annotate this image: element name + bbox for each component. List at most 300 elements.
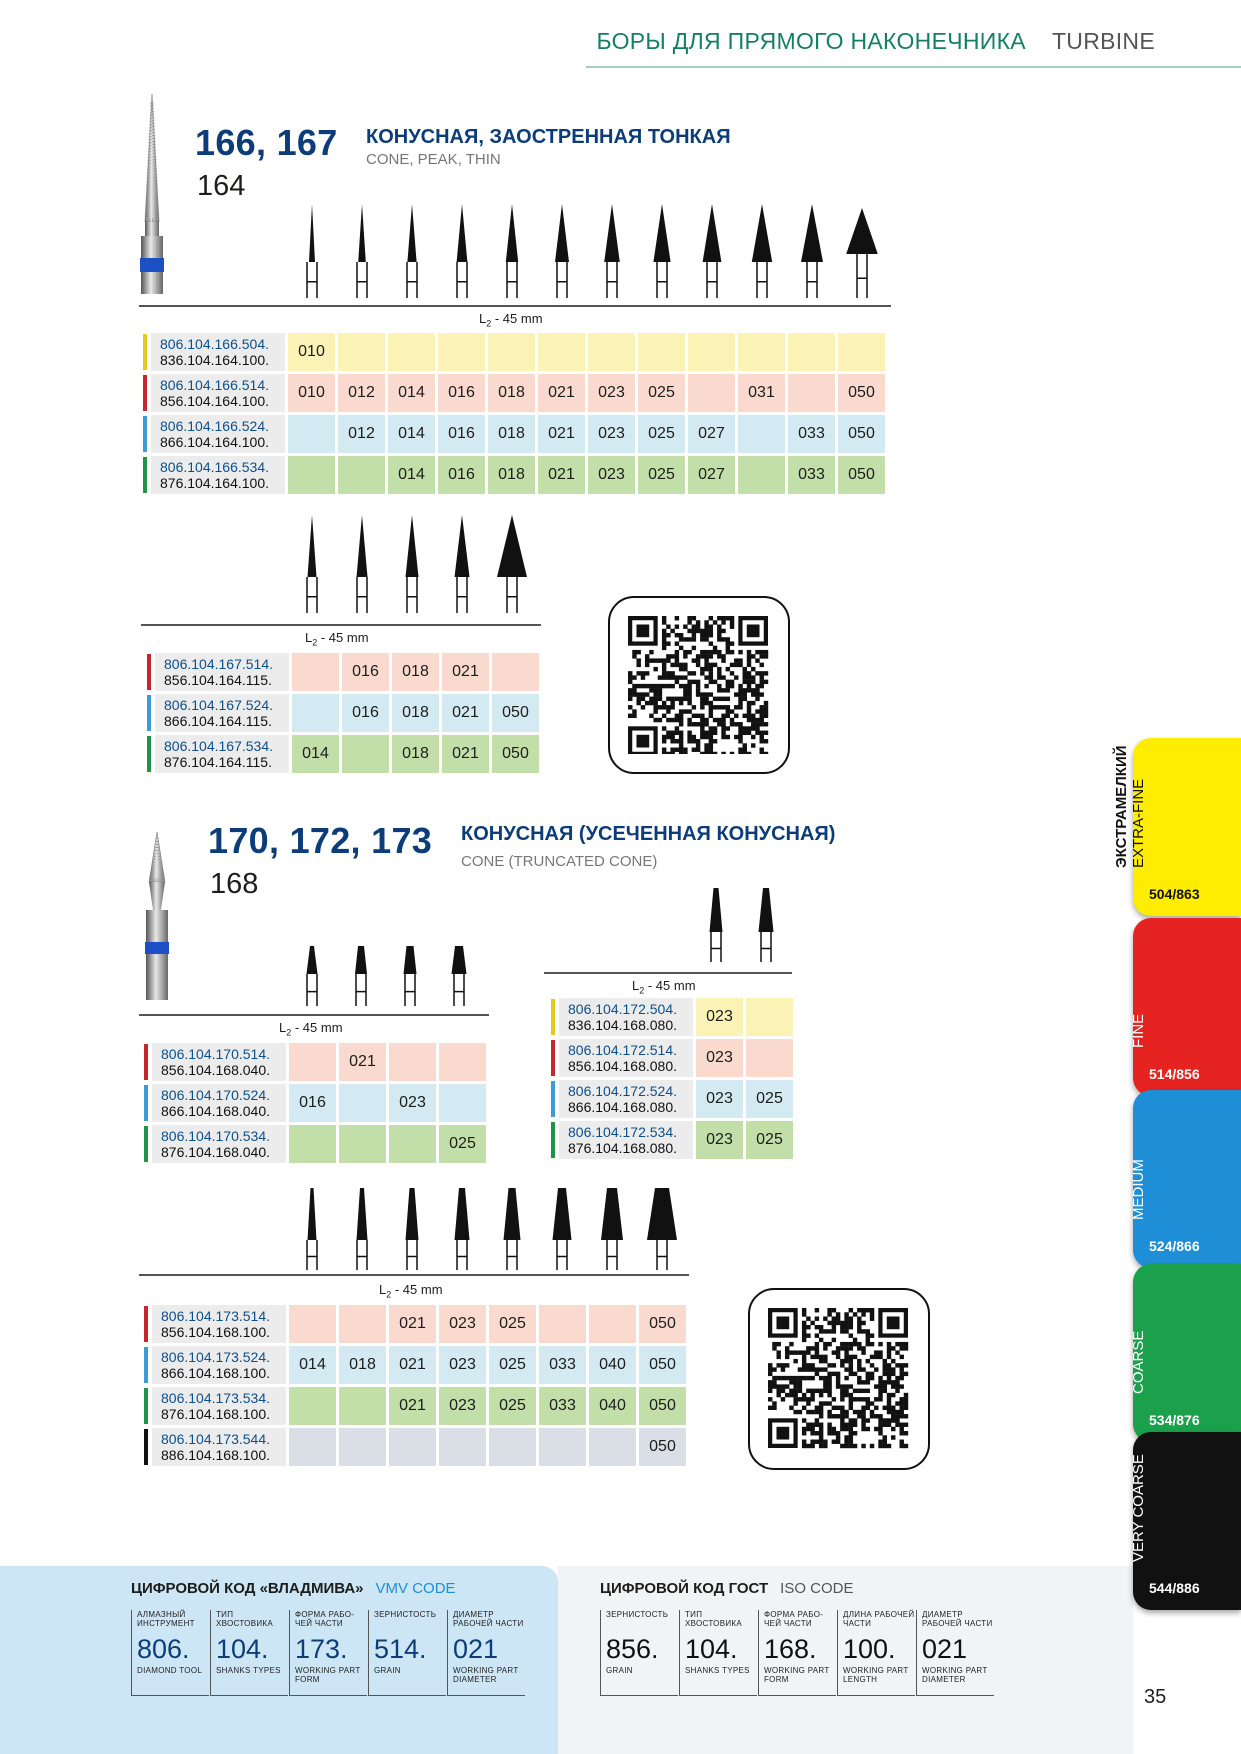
size-cell: 018	[392, 653, 439, 691]
size-cell: 050	[639, 1305, 686, 1343]
tab-en: EXTRA-FINE	[1130, 778, 1147, 868]
size-cell	[339, 1125, 386, 1163]
bur-drawing-icon	[555, 204, 569, 298]
section1-main-codes: 166, 167	[195, 122, 338, 163]
table-row	[152, 1125, 486, 1163]
code-part-bot: WORKING PART LENGTH	[843, 1666, 909, 1684]
code-part-big: 100.	[843, 1634, 896, 1664]
vmv-code-legend	[0, 1566, 558, 1754]
size-cell	[688, 333, 735, 371]
tab-ru: ЭКСТРАМЕЛКИЙ	[1113, 745, 1130, 868]
vmv-code: 806.104.173.514.	[161, 1308, 270, 1324]
iso-code: 876.104.164.100.	[160, 475, 269, 491]
code-part	[368, 1610, 446, 1696]
size-cell: 023	[439, 1305, 486, 1343]
grain-tab-label	[1113, 738, 1147, 868]
size-cell: 012	[338, 374, 385, 412]
size-cell	[738, 456, 785, 494]
vmv-code: 806.104.167.514.	[164, 656, 273, 672]
iso-code: 856.104.164.115.	[164, 672, 272, 688]
qr-code[interactable]	[748, 1288, 930, 1470]
length-line	[544, 972, 792, 974]
product-code	[152, 1428, 286, 1466]
size-cell	[338, 333, 385, 371]
table-row	[559, 998, 793, 1036]
size-cell	[289, 1387, 336, 1425]
table-row	[559, 1080, 793, 1118]
vmv-code: 806.104.172.534.	[568, 1124, 677, 1140]
size-cell	[738, 415, 785, 453]
bur-drawing-icon	[653, 204, 670, 298]
size-cell: 023	[588, 374, 635, 412]
table-row	[151, 333, 885, 371]
grain-tab-number: 544/886	[1149, 1580, 1200, 1596]
size-cell	[638, 333, 685, 371]
grain-tab[interactable]	[1113, 1090, 1241, 1268]
size-cell: 021	[538, 456, 585, 494]
length-label: $L_2 - 45$ mm	[632, 978, 696, 996]
iso-code: 856.104.168.080.	[568, 1058, 677, 1074]
section2-alt-code: 168	[210, 868, 259, 900]
size-cell: 023	[439, 1387, 486, 1425]
size-cell: 023	[439, 1346, 486, 1384]
size-cell: 025	[638, 374, 685, 412]
bur-drawing-icon	[357, 1188, 368, 1270]
iso-code: 866.104.164.100.	[160, 434, 269, 450]
section2-name: КОНУСНАЯ (УСЕЧЕННАЯ КОНУСНАЯ)	[461, 823, 836, 845]
code-part	[679, 1610, 757, 1696]
bur-drawing-icon	[647, 1188, 677, 1270]
table-row	[151, 415, 885, 453]
code-part-top: ДЛИНА РАБОЧЕЙ ЧАСТИ	[843, 1610, 915, 1628]
vmv-code: 806.104.166.514.	[160, 377, 269, 393]
code-part-top: ЗЕРНИСТОСТЬ	[374, 1610, 437, 1619]
bur-drawing-icon	[504, 1188, 521, 1270]
product-code	[152, 1125, 286, 1163]
table-row	[152, 1043, 486, 1081]
product-code	[155, 653, 289, 691]
bur-drawing-icon	[752, 204, 772, 298]
table-row	[559, 1039, 793, 1077]
size-cell: 023	[588, 456, 635, 494]
size-cell: 027	[688, 456, 735, 494]
section2-main-codes: 170, 172, 173	[208, 820, 433, 861]
size-cell: 040	[589, 1387, 636, 1425]
vmv-code: 806.104.170.524.	[161, 1087, 270, 1103]
code-part	[289, 1610, 367, 1696]
size-cell: 016	[342, 694, 389, 732]
size-cell: 025	[638, 415, 685, 453]
tab-en: FINE	[1130, 1013, 1147, 1048]
size-cell: 014	[388, 415, 435, 453]
code-part-big: 514.	[374, 1634, 427, 1664]
size-cell	[292, 653, 339, 691]
page-number: 35	[1144, 1686, 1167, 1708]
iso-code: 876.104.168.080.	[568, 1140, 677, 1156]
product-code	[151, 333, 285, 371]
size-cell	[389, 1043, 436, 1081]
bur-drawing-icon	[601, 1188, 623, 1270]
size-cell	[488, 333, 535, 371]
code-part-top: АЛМАЗНЫЙ ИНСТРУМЕНТ	[137, 1610, 195, 1628]
iso-code: 856.104.168.040.	[161, 1062, 270, 1078]
tab-ru: ОЧЕНЬ ГРУБЫЙ	[1113, 1440, 1130, 1562]
table-row	[152, 1346, 686, 1384]
length-line	[141, 624, 541, 626]
size-cell: 010	[288, 333, 335, 371]
size-cell: 025	[439, 1125, 486, 1163]
iso-code: 866.104.168.040.	[161, 1103, 270, 1119]
iso-code: 836.104.164.100.	[160, 352, 269, 368]
tab-en: COARSE	[1130, 1330, 1147, 1394]
code-part-big: 021	[922, 1634, 968, 1664]
code-part-big: 173.	[295, 1634, 348, 1664]
size-cell	[289, 1125, 336, 1163]
code-part	[916, 1610, 994, 1696]
bur-drawing-icon	[406, 515, 419, 613]
size-cell	[489, 1428, 536, 1466]
product-code	[152, 1387, 286, 1425]
product-code	[151, 374, 285, 412]
product-code	[151, 456, 285, 494]
size-cell	[788, 374, 835, 412]
table-row	[152, 1428, 686, 1466]
size-cell: 033	[539, 1387, 586, 1425]
size-cell: 012	[338, 415, 385, 453]
size-cell: 031	[738, 374, 785, 412]
size-cell: 033	[788, 415, 835, 453]
grain-tab-number: 514/856	[1149, 1066, 1200, 1082]
size-cell: 014	[388, 374, 435, 412]
size-cell: 018	[339, 1346, 386, 1384]
size-cell: 014	[289, 1346, 336, 1384]
length-line	[139, 1274, 689, 1276]
qr-code-icon	[768, 1308, 910, 1450]
vmv-code: 806.104.172.504.	[568, 1001, 677, 1017]
bur-drawing-icon	[307, 946, 318, 1006]
iso-code: 886.104.168.100.	[161, 1447, 270, 1463]
product-code	[151, 415, 285, 453]
section1-name-en: CONE, PEAK, THIN	[366, 151, 501, 168]
code-part-top: ФОРМА РАБО- ЧЕЙ ЧАСТИ	[764, 1610, 824, 1628]
table-row	[155, 694, 539, 732]
size-cell	[339, 1428, 386, 1466]
size-cell	[289, 1305, 336, 1343]
size-cell	[288, 456, 335, 494]
code-part-bot: WORKING PART DIAMETER	[453, 1666, 519, 1684]
size-cell	[589, 1305, 636, 1343]
iso-code-legend	[558, 1566, 1133, 1754]
size-cell: 027	[688, 415, 735, 453]
iso-code: 866.104.164.115.	[164, 713, 272, 729]
product-code	[559, 1039, 693, 1077]
size-cell: 021	[538, 415, 585, 453]
code-part-bot: WORKING PART FORM	[764, 1666, 830, 1684]
bur-drawing-icon	[604, 204, 620, 298]
size-cell: 023	[696, 1121, 743, 1159]
code-part-bot: WORKING PART FORM	[295, 1666, 361, 1684]
bur-drawing-icon	[407, 204, 417, 298]
size-cell: 040	[589, 1346, 636, 1384]
bur-drawing-icon	[506, 204, 518, 298]
length-line	[139, 305, 891, 307]
bur-drawings-166	[282, 202, 892, 302]
bur-drawing-icon	[846, 208, 878, 298]
section2-name-en: CONE (TRUNCATED CONE)	[461, 853, 658, 870]
header-title: БОРЫ ДЛЯ ПРЯМОГО НАКОНЕЧНИКА	[596, 28, 1026, 54]
grain-tab-number: 534/876	[1149, 1412, 1200, 1428]
code-part-bot: SHANKS TYPES	[216, 1666, 281, 1675]
bur-drawing-icon	[710, 888, 723, 962]
code-part	[131, 1610, 209, 1696]
product-code	[559, 1121, 693, 1159]
size-table-170	[149, 1040, 489, 1166]
product-code	[152, 1043, 286, 1081]
code-part-top: ЗЕРНИСТОСТЬ	[606, 1610, 669, 1619]
size-cell: 033	[788, 456, 835, 494]
code-part-bot: SHANKS TYPES	[685, 1666, 750, 1675]
size-cell: 014	[388, 456, 435, 494]
vmv-code: 806.104.172.514.	[568, 1042, 677, 1058]
size-cell: 025	[638, 456, 685, 494]
size-cell	[538, 333, 585, 371]
size-cell: 025	[746, 1121, 793, 1159]
code-part-bot: WORKING PART DIAMETER	[922, 1666, 988, 1684]
size-table-173	[149, 1302, 689, 1469]
table-row	[155, 653, 539, 691]
table-row	[559, 1121, 793, 1159]
size-cell: 023	[696, 998, 743, 1036]
size-cell: 016	[438, 374, 485, 412]
size-cell	[389, 1125, 436, 1163]
size-cell: 025	[489, 1346, 536, 1384]
code-part-top: ТИП ХВОСТОВИКА	[216, 1610, 273, 1628]
bur-drawing-icon	[355, 946, 367, 1006]
code-part	[447, 1610, 525, 1696]
size-cell: 018	[392, 735, 439, 773]
bur-drawing-icon	[404, 946, 417, 1006]
vmv-code: 806.104.173.534.	[161, 1390, 270, 1406]
code-part-big: 806.	[137, 1634, 190, 1664]
code-part-big: 021	[453, 1634, 499, 1664]
vmv-code: 806.104.166.524.	[160, 418, 269, 434]
tab-en: VERY COARSE	[1130, 1454, 1147, 1562]
code-part	[210, 1610, 288, 1696]
size-table-172	[556, 995, 796, 1162]
size-cell	[588, 333, 635, 371]
size-cell	[438, 333, 485, 371]
iso-code: 856.104.168.100.	[161, 1324, 270, 1340]
code-part-top: ТИП ХВОСТОВИКА	[685, 1610, 742, 1628]
bur-drawing-icon	[455, 515, 470, 613]
grain-tab-number: 524/866	[1149, 1238, 1200, 1254]
grain-tab[interactable]	[1113, 1432, 1241, 1610]
size-cell	[342, 735, 389, 773]
bur-drawing-icon	[553, 1188, 572, 1270]
tab-en: MEDIUM	[1130, 1159, 1147, 1220]
vmv-code: 806.104.167.534.	[164, 738, 273, 754]
size-cell: 050	[492, 735, 539, 773]
code-part-top: ДИАМЕТР РАБОЧЕЙ ЧАСТИ	[453, 1610, 524, 1628]
size-cell: 018	[392, 694, 439, 732]
bur-drawing-icon	[703, 204, 722, 298]
size-cell	[338, 456, 385, 494]
grain-tab-label	[1113, 1432, 1147, 1562]
code-part-bot: DIAMOND TOOL	[137, 1666, 203, 1675]
length-label: $L_2 - 45$ mm	[479, 311, 543, 329]
size-cell: 023	[696, 1080, 743, 1118]
size-cell	[439, 1084, 486, 1122]
code-part-top: ДИАМЕТР РАБОЧЕЙ ЧАСТИ	[922, 1610, 993, 1628]
size-cell	[389, 1428, 436, 1466]
bur-drawing-icon	[307, 1188, 317, 1270]
size-cell: 050	[838, 415, 885, 453]
size-cell: 050	[639, 1387, 686, 1425]
size-cell	[439, 1428, 486, 1466]
size-cell: 050	[492, 694, 539, 732]
code-part	[758, 1610, 836, 1696]
table-row	[152, 1387, 686, 1425]
product-code	[155, 735, 289, 773]
length-line	[139, 1014, 489, 1016]
code-part-big: 168.	[764, 1634, 817, 1664]
size-cell	[539, 1428, 586, 1466]
table-row	[152, 1084, 486, 1122]
grain-tab[interactable]	[1113, 738, 1241, 916]
vmv-code: 806.104.173.524.	[161, 1349, 270, 1365]
tab-ru: СРЕДНИЙ	[1113, 1146, 1130, 1220]
size-cell: 023	[696, 1039, 743, 1077]
tab-ru: МЕЛКИЙ	[1113, 984, 1130, 1048]
qr-code[interactable]	[608, 596, 790, 774]
qr-code-icon	[628, 616, 770, 754]
size-cell	[292, 694, 339, 732]
length-label: $L_2 - 45$ mm	[379, 1282, 443, 1300]
code-part-bot: GRAIN	[374, 1666, 401, 1675]
table-row	[151, 374, 885, 412]
product-code	[152, 1305, 286, 1343]
size-cell: 025	[746, 1080, 793, 1118]
vmv-code: 806.104.166.534.	[160, 459, 269, 475]
size-cell: 021	[442, 694, 489, 732]
grain-tab[interactable]	[1113, 918, 1241, 1096]
iso-code: 866.104.168.080.	[568, 1099, 677, 1115]
iso-code: 876.104.168.040.	[161, 1144, 270, 1160]
iso-code: 876.104.168.100.	[161, 1406, 270, 1422]
size-cell	[738, 333, 785, 371]
bur-drawing-icon	[307, 204, 317, 298]
size-cell: 021	[389, 1346, 436, 1384]
tab-ru: ГРУБЫЙ	[1113, 1330, 1130, 1394]
product-code	[559, 1080, 693, 1118]
size-cell: 050	[639, 1346, 686, 1384]
bur-drawing-icon	[357, 204, 367, 298]
vmv-code: 806.104.166.504.	[160, 336, 269, 352]
size-cell	[339, 1305, 386, 1343]
code-part-big: 856.	[606, 1634, 659, 1664]
code-part-big: 104.	[685, 1634, 738, 1664]
code-part-big: 104.	[216, 1634, 269, 1664]
size-cell: 050	[838, 456, 885, 494]
vmv-code: 806.104.170.514.	[161, 1046, 270, 1062]
bur-drawing-icon	[452, 946, 467, 1006]
size-cell: 018	[488, 374, 535, 412]
size-cell: 021	[442, 735, 489, 773]
code-part-bot: GRAIN	[606, 1666, 633, 1675]
product-code	[152, 1084, 286, 1122]
bur-drawings-172	[686, 884, 806, 964]
bur-drawings-173	[282, 1186, 702, 1272]
iso-code: 836.104.168.080.	[568, 1017, 677, 1033]
size-cell	[288, 415, 335, 453]
page-header	[596, 28, 1155, 55]
bur-photo-166	[134, 92, 170, 296]
product-code	[559, 998, 693, 1036]
size-cell	[492, 653, 539, 691]
bur-drawing-icon	[497, 515, 527, 613]
vmv-code: 806.104.173.544.	[161, 1431, 270, 1447]
size-cell	[688, 374, 735, 412]
grain-tab-label	[1113, 1090, 1147, 1220]
size-cell: 016	[289, 1084, 336, 1122]
size-cell: 014	[292, 735, 339, 773]
size-cell: 016	[342, 653, 389, 691]
size-cell: 021	[389, 1387, 436, 1425]
grain-tab-label	[1113, 1264, 1147, 1394]
size-cell: 033	[539, 1346, 586, 1384]
section1-name: КОНУСНАЯ, ЗАОСТРЕННАЯ ТОНКАЯ	[366, 126, 731, 148]
section1-alt-code: 164	[197, 170, 246, 202]
bur-drawing-icon	[801, 204, 823, 298]
bur-drawing-icon	[357, 515, 368, 613]
bur-drawing-icon	[406, 1188, 419, 1270]
size-cell: 010	[288, 374, 335, 412]
bur-photo-170	[140, 830, 174, 1002]
bur-drawing-icon	[457, 204, 468, 298]
size-cell: 018	[488, 456, 535, 494]
size-cell: 016	[438, 415, 485, 453]
size-cell: 050	[639, 1428, 686, 1466]
size-cell	[838, 333, 885, 371]
code-part	[600, 1610, 678, 1696]
size-cell	[589, 1428, 636, 1466]
table-row	[151, 456, 885, 494]
size-cell	[339, 1084, 386, 1122]
size-cell	[339, 1387, 386, 1425]
size-cell	[746, 998, 793, 1036]
iso-title: ЦИФРОВОЙ КОД ГОСТ ISO CODE	[600, 1580, 854, 1597]
size-cell	[388, 333, 435, 371]
size-cell	[289, 1428, 336, 1466]
grain-tab-label	[1113, 918, 1147, 1048]
size-cell	[289, 1043, 336, 1081]
size-table-167	[152, 650, 542, 776]
bur-drawings-167	[282, 513, 542, 613]
size-cell: 025	[489, 1305, 536, 1343]
product-code	[152, 1346, 286, 1384]
size-cell: 018	[488, 415, 535, 453]
size-cell	[788, 333, 835, 371]
size-cell: 021	[538, 374, 585, 412]
size-cell: 016	[438, 456, 485, 494]
grain-tab[interactable]	[1113, 1264, 1241, 1442]
size-cell: 021	[389, 1305, 436, 1343]
iso-code: 856.104.164.100.	[160, 393, 269, 409]
size-table-166	[148, 330, 888, 497]
size-cell: 023	[389, 1084, 436, 1122]
size-cell	[439, 1043, 486, 1081]
vmv-code: 806.104.170.534.	[161, 1128, 270, 1144]
